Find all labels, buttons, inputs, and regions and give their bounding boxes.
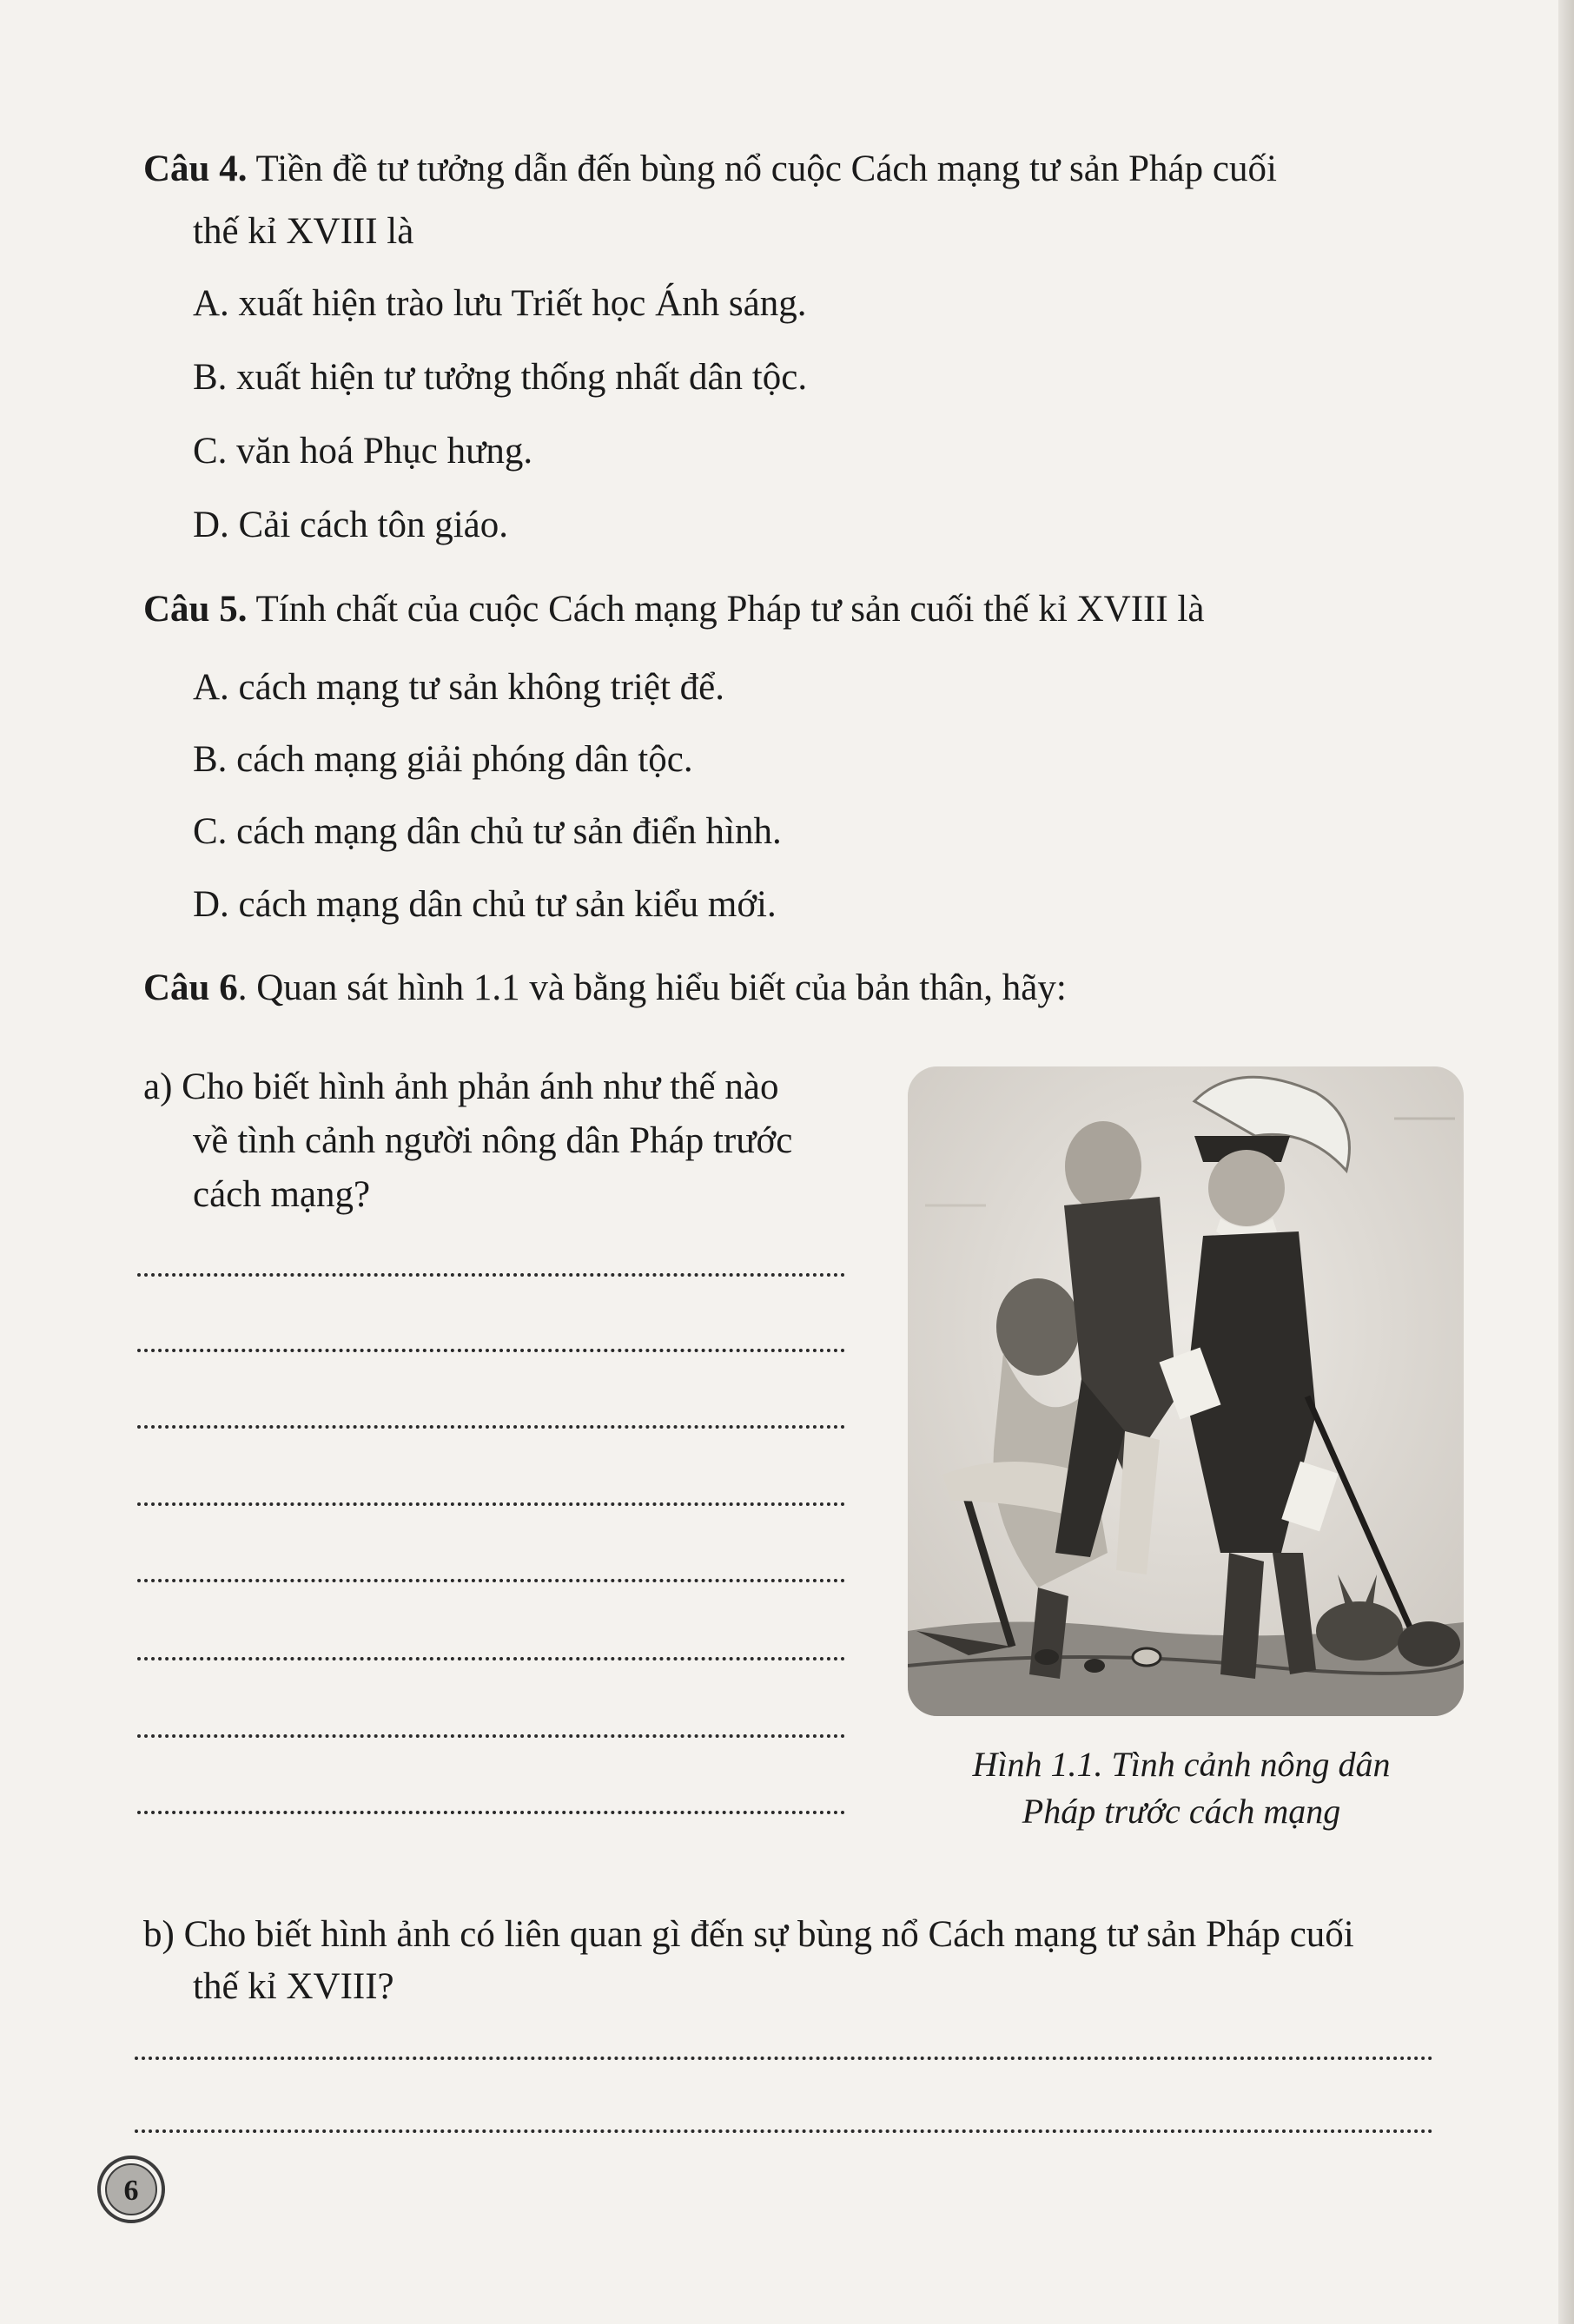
question-4-option-a[interactable]: A. xuất hiện trào lưu Triết học Ánh sáng. — [193, 283, 807, 324]
question-6a-line-3: cách mạng? — [193, 1174, 371, 1215]
question-6b-line-2: thế kỉ XVIII? — [193, 1966, 394, 2007]
question-4-option-b[interactable]: B. xuất hiện tư tưởng thống nhất dân tộc. — [193, 357, 808, 398]
question-5 — [143, 584, 1204, 636]
question-5-label: Câu 5. — [143, 589, 248, 630]
question-6-label: Câu 6 — [143, 967, 238, 1008]
figure-1-1-illustration — [908, 1066, 1464, 1716]
answer-line-a-1[interactable] — [137, 1273, 845, 1277]
question-5-option-a[interactable]: A. cách mạng tư sản không triệt để. — [193, 667, 724, 708]
answer-line-a-6[interactable] — [137, 1657, 845, 1660]
answer-line-b-1[interactable] — [135, 2057, 1433, 2060]
figure-caption-line-1: Hình 1.1. Tình cảnh nông dân — [972, 1745, 1391, 1784]
question-6a-line-1: a) Cho biết hình ảnh phản ánh như thế nào — [143, 1066, 779, 1107]
question-6b-line-1: b) Cho biết hình ảnh có liên quan gì đến sự bùng nổ Cách mạng tư sản Pháp cuối — [143, 1914, 1354, 1955]
question-6a-line-2: về tình cảnh người nông dân Pháp trước — [193, 1120, 793, 1161]
question-4-option-c[interactable]: C. văn hoá Phục hưng. — [193, 431, 533, 472]
answer-line-b-2[interactable] — [135, 2129, 1433, 2133]
question-4 — [143, 143, 1277, 195]
question-4-option-d[interactable]: D. Cải cách tôn giáo. — [193, 505, 509, 545]
question-4-continuation: thế kỉ XVIII là — [193, 211, 414, 252]
answer-line-a-7[interactable] — [137, 1734, 845, 1738]
answer-line-a-4[interactable] — [137, 1502, 845, 1506]
answer-line-a-3[interactable] — [137, 1425, 845, 1429]
question-5-text: Tính chất của cuộc Cách mạng Pháp tư sản cuối thế kỉ XVIII là — [247, 589, 1205, 630]
page-number-badge — [96, 2154, 167, 2225]
figure-caption-line-2: Pháp trước cách mạng — [1022, 1792, 1341, 1831]
answer-line-a-2[interactable] — [137, 1349, 845, 1352]
question-5-option-b[interactable]: B. cách mạng giải phóng dân tộc. — [193, 739, 693, 780]
answer-line-a-8[interactable] — [137, 1811, 845, 1814]
peasant-caricature-drawing — [908, 1066, 1464, 1716]
answer-line-a-5[interactable] — [137, 1579, 845, 1582]
page-edge-shadow — [1558, 0, 1574, 2324]
question-5-option-c[interactable]: C. cách mạng dân chủ tư sản điển hình. — [193, 811, 782, 852]
page-number: 6 — [123, 2175, 139, 2207]
question-4-label: Câu 4. — [143, 149, 248, 189]
question-6-text: . Quan sát hình 1.1 và bằng hiểu biết của bản thân, hãy: — [237, 967, 1067, 1008]
question-5-option-d[interactable]: D. cách mạng dân chủ tư sản kiểu mới. — [193, 884, 777, 925]
question-6 — [143, 962, 1067, 1014]
question-4-text: Tiền đề tư tưởng dẫn đến bùng nổ cuộc Cách mạng tư sản Pháp cuối — [247, 149, 1277, 189]
